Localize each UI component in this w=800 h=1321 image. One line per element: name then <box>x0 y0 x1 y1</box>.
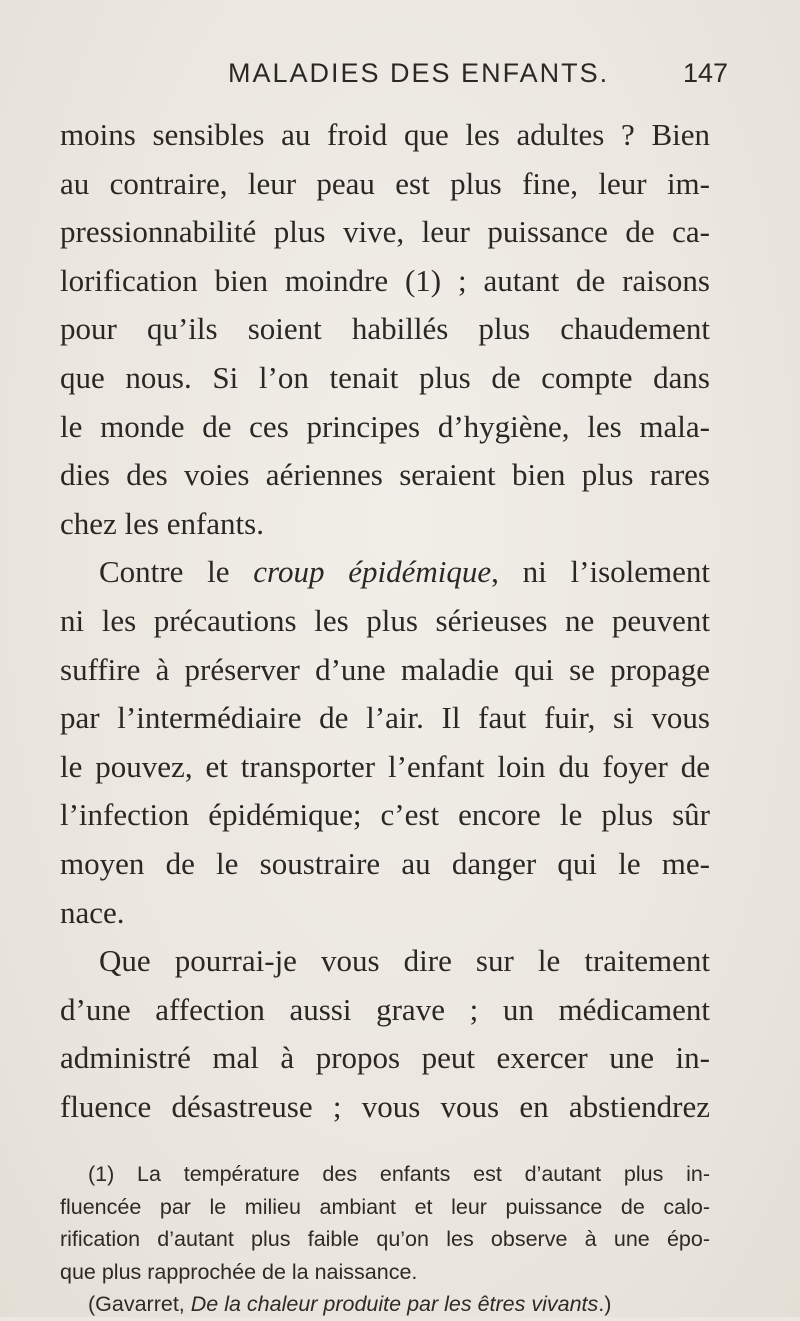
text-fragment: Contre le <box>99 554 254 590</box>
text-line: ni les précautions les plus sérieuses ne peuvent <box>60 602 710 638</box>
footnote-line: que plus rapprochée de la naissance. <box>60 1259 418 1284</box>
footnote-line: fluencée par le milieu ambiant et leur puissance de calo- <box>60 1194 710 1219</box>
footnote-citation <box>60 1288 710 1321</box>
text-line: fluence désastreuse ; vous vous en abstiendrez <box>60 1088 710 1124</box>
text-fragment: , ni l’isolement <box>491 554 710 590</box>
text-line: administré mal à propos peut exercer une in- <box>60 1040 710 1076</box>
text-line: dies des voies aériennes seraient bien plus rares <box>60 457 710 493</box>
text-line: Que pourrai-je vous dire sur le traitement <box>99 943 710 979</box>
text-line: le monde de ces principes d’hygiène, les mala- <box>60 408 710 444</box>
text-line: chez les enfants. <box>60 505 264 541</box>
citation-fragment: .) <box>598 1292 612 1316</box>
text-line: par l’intermédiaire de l’air. Il faut fuir, si vous <box>60 700 710 736</box>
footnote <box>60 1158 710 1321</box>
text-line: lorification bien moindre (1) ; autant de raisons <box>60 262 710 298</box>
page-number: 147 <box>683 58 729 88</box>
citation-title: De la chaleur produite par les êtres vivants <box>190 1292 599 1316</box>
text-line: l’infection épidémique; c’est encore le plus sûr <box>60 797 710 833</box>
text-line: le pouvez, et transporter l’enfant loin du foyer de <box>60 748 710 784</box>
text-line <box>60 548 710 597</box>
citation-fragment: (Gavarret, <box>88 1292 191 1316</box>
text-line: nace. <box>60 894 125 930</box>
paragraph-3 <box>60 937 710 1131</box>
main-text <box>60 111 710 1131</box>
text-line: moyen de le soustraire au danger qui le me- <box>60 845 710 881</box>
footnote-line: (1) La température des enfants est d’autant plus in- <box>88 1162 710 1186</box>
page-header <box>0 58 800 98</box>
text-line: d’une affection aussi grave ; un médicament <box>60 991 710 1027</box>
text-line: suffire à préserver d’une maladie qui se propage <box>60 651 710 687</box>
italic-term: croup épidémique <box>253 554 492 590</box>
running-title: MALADIES DES ENFANTS. <box>228 58 610 88</box>
footnote-line: rification d’autant plus faible qu’on les observe à une épo- <box>60 1227 710 1251</box>
text-line: moins sensibles au froid que les adultes ? Bien <box>60 117 710 152</box>
text-line: que nous. Si l’on tenait plus de compte dans <box>60 359 710 395</box>
text-line: pressionnabilité plus vive, leur puissance de ca- <box>60 214 710 250</box>
paragraph-1 <box>60 111 710 548</box>
text-line: pour qu’ils soient habillés plus chaudement <box>60 311 710 347</box>
paragraph-2 <box>60 548 710 937</box>
text-line: au contraire, leur peau est plus fine, leur im- <box>60 165 710 201</box>
